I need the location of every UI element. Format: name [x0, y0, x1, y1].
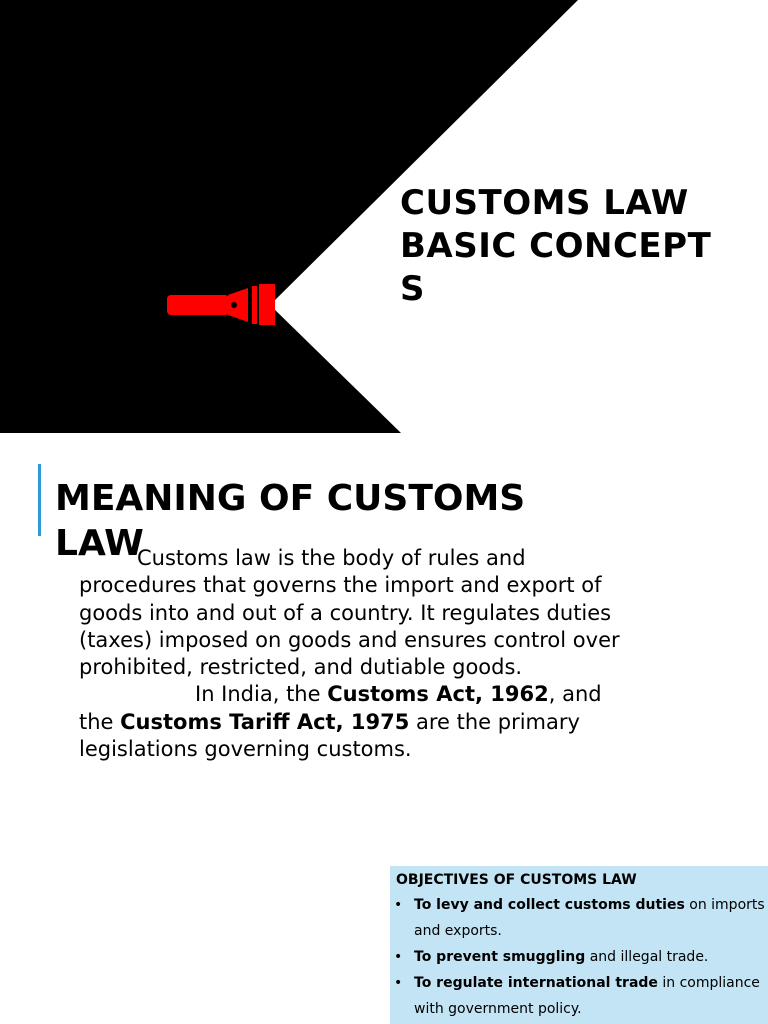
objective-item-1-cont: and exports. [414, 923, 502, 939]
text-run: In India, the [195, 682, 328, 707]
text-run: the [79, 709, 121, 734]
objective-item-1 [414, 897, 765, 913]
paragraph-line: legislations governing customs. [79, 737, 412, 762]
objectives-title: OBJECTIVES OF CUSTOMS LAW [396, 872, 637, 888]
paragraph-line: Customs law is the body of rules and [137, 546, 526, 570]
flashlight-icon [164, 280, 280, 330]
customs-act-bold: Customs Act, 1962 [327, 682, 549, 707]
title-line-3: S [400, 269, 425, 309]
paragraph-line: (taxes) imposed on goods and ensures control over [79, 627, 620, 652]
heading-line-1: MEANING OF CUSTOMS [55, 478, 526, 519]
objectives-box [390, 866, 768, 1024]
paragraph-line: prohibited, restricted, and dutiable goods. [79, 655, 523, 680]
bullet-icon: • [394, 975, 403, 991]
slide-title [400, 182, 760, 311]
objective-rest: and illegal trade. [585, 949, 709, 965]
meaning-paragraph [79, 545, 679, 763]
title-line-1: CUSTOMS LAW [400, 183, 689, 223]
objective-rest: on imports [684, 897, 765, 913]
objective-bold: To prevent smuggling [414, 949, 586, 965]
bullet-icon: • [394, 897, 403, 913]
paragraph-line [79, 709, 679, 736]
title-slide [0, 0, 768, 433]
title-line-2: BASIC CONCEPT [400, 226, 712, 266]
objective-item-2 [414, 949, 708, 965]
objective-item-3 [414, 975, 760, 991]
heading-line-2: LAW [55, 523, 144, 564]
bullet-icon: • [394, 949, 403, 965]
tariff-act-bold: Customs Tariff Act, 1975 [120, 709, 410, 734]
paragraph-line [79, 681, 679, 708]
objective-item-3-cont: with government policy. [414, 1001, 582, 1017]
paragraph-line: goods into and out of a country. It regulates duties [79, 600, 612, 625]
paragraph-line: procedures that governs the import and export of [79, 573, 602, 598]
objective-rest: in compliance [657, 975, 760, 991]
objective-bold: To regulate international trade [414, 975, 658, 991]
objective-bold: To levy and collect customs duties [414, 897, 685, 913]
heading-accent-bar [38, 464, 41, 536]
text-run: are the primary [409, 709, 580, 734]
text-run: , and [548, 682, 602, 707]
